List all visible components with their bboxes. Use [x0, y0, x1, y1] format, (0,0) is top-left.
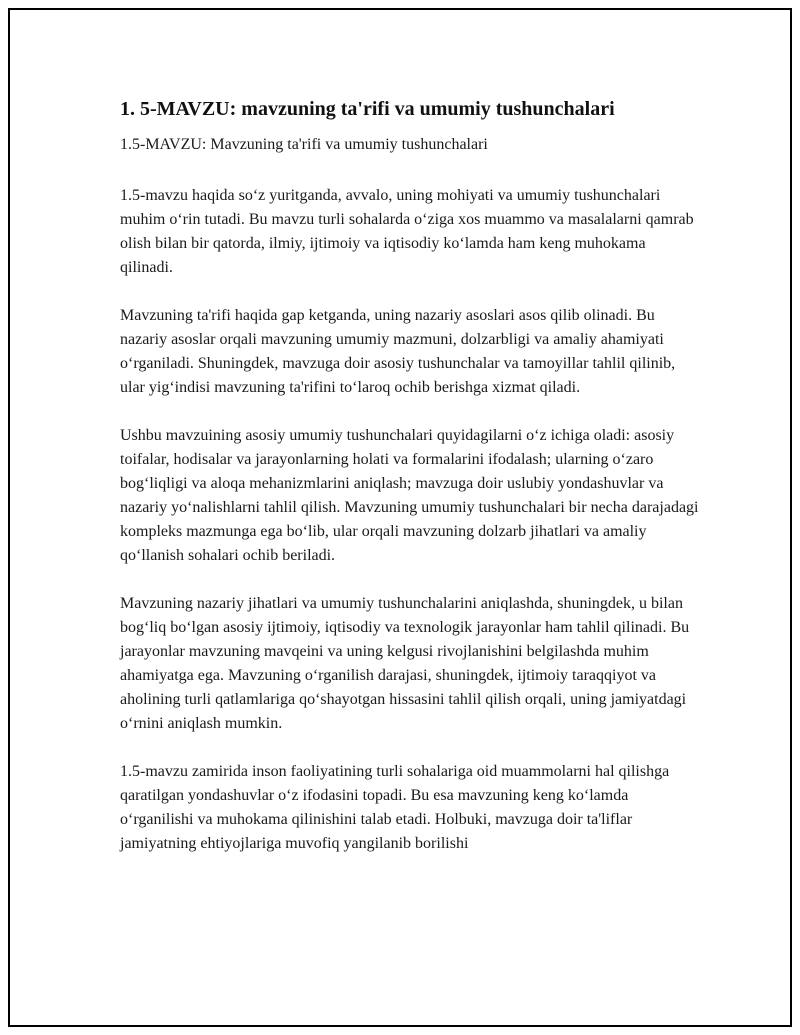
- paragraph-3: Ushbu mavzuining asosiy umumiy tushunchalari quyidagilarni o‘z ichiga oladi: asosiy toifalar, hodisalar va jarayonlarning holati va formalarini ifodalash; ularning o‘zaro bog‘liqligi va aloqa mehanizmlarini aniqlash; mavzuga doir uslubiy yondashuvlar va nazariy yo‘nalishlarni tahlil qilish. Mavzuning umumiy tushunchalari bir necha darajadagi kompleks mazmunga ega bo‘lib, ular orqali mavzuning dolzarb jihatlari va amaliy qo‘llanish sohalari ochib beriladi.: [120, 427, 699, 564]
- document-subtitle: 1.5-MAVZU: Mavzuning ta'rifi va umumiy tushunchalari: [120, 136, 488, 153]
- paragraph-2: Mavzuning ta'rifi haqida gap ketganda, uning nazariy asoslari asos qilib olinadi. Bu nazariy asoslar orqali mavzuning umumiy mazmuni, dolzarbligi va amaliy ahamiyati o‘rganiladi. Shuningdek, mavzuga doir asosiy tushunchalar va tamoyillar tahlil qilinib, ular yig‘indisi mavzuning ta'rifini to‘laroq ochib berishga xizmat qiladi.: [120, 307, 676, 396]
- paragraph-4: Mavzuning nazariy jihatlari va umumiy tushunchalarini aniqlashda, shuningdek, u bilan bog‘liq bo‘lgan asosiy ijtimoiy, iqtisodiy va texnologik jarayonlar ham tahlil qilinadi. Bu jarayonlar mavzuning mavqeini va uning kelgusi rivojlanishini belgilashda muhim ahamiyatga ega. Mavzuning o‘rganilish darajasi, shuningdek, ijtimoiy taraqqiyot va aholining turli qatlamlariga qo‘shayotgan hissasini tahlil qilish orqali, uning jamiyatdagi o‘rnini aniqlash mumkin.: [120, 595, 690, 732]
- document-page: [8, 8, 792, 1027]
- paragraph-5: 1.5-mavzu zamirida inson faoliyatining turli sohalariga oid muammolarni hal qilishga qaratilgan yondashuvlar o‘z ifodasini topadi. Bu esa mavzuning keng ko‘lamda o‘rganilishi va muhokama qilinishini talab etadi. Holbuki, mavzuga doir ta'liflar jamiyatning ehtiyojlariga muvofiq yangilanib borilishi: [120, 763, 670, 852]
- paragraph-1: 1.5-mavzu haqida so‘z yuritganda, avvalo, uning mohiyati va umumiy tushunchalari muhim o‘rin tutadi. Bu mavzu turli sohalarda o‘ziga xos muammo va masalalarni qamrab olish bilan bir qatorda, ilmiy, ijtimoiy va iqtisodiy ko‘lamda ham keng muhokama qilinadi.: [120, 187, 694, 276]
- document-title: 1. 5-MAVZU: mavzuning ta'rifi va umumiy tushunchalari: [120, 98, 615, 120]
- document-body: [120, 96, 700, 880]
